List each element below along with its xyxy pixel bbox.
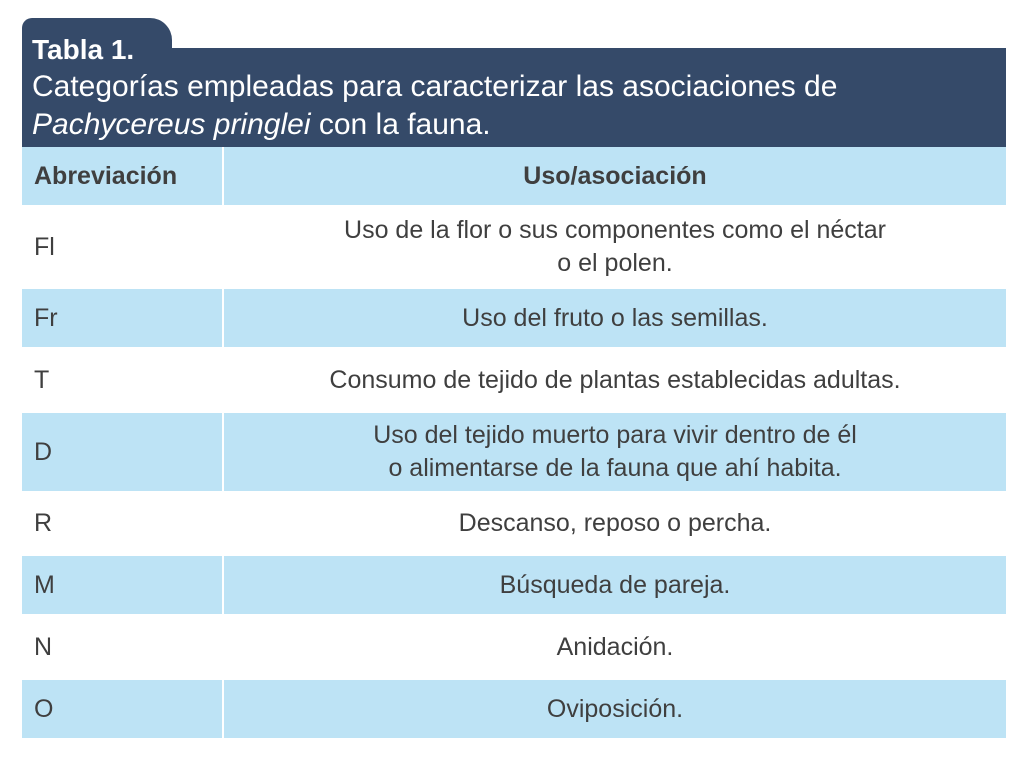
row-abbreviation: D: [22, 413, 224, 491]
header-use: Uso/asociación: [523, 161, 707, 190]
row-use: [224, 556, 1006, 614]
row-abbreviation: O: [22, 680, 224, 738]
row-use: [224, 493, 1006, 554]
table-title-rest: con la fauna.: [310, 108, 491, 141]
row-abbreviation: R: [22, 493, 224, 554]
table-row: [22, 556, 1006, 616]
row-use: [224, 289, 1006, 347]
table-row: [22, 680, 1006, 740]
row-abbreviation: Fl: [22, 207, 224, 287]
data-table: [22, 147, 1006, 740]
header-abbreviation: Abreviación: [22, 147, 224, 205]
row-use-line1: Anidación.: [556, 632, 674, 661]
table-title-line2: [32, 106, 994, 144]
row-use-line1: Oviposición.: [546, 694, 684, 723]
row-use-line1: Uso del fruto o las semillas.: [462, 303, 768, 332]
caption-text: [32, 32, 994, 144]
species-name: Pachycereus pringlei: [32, 108, 311, 141]
row-use-line1: Consumo de tejido de plantas establecidas adultas.: [329, 365, 901, 394]
row-use-line2: o alimentarse de la fauna que ahí habita.: [388, 454, 842, 482]
row-use: [224, 413, 1006, 491]
row-use: [224, 680, 1006, 738]
row-abbreviation: Fr: [22, 289, 224, 347]
row-use-line1: Uso de la flor o sus componentes como el néctar: [344, 216, 886, 244]
row-use: [224, 349, 1006, 411]
row-use-line2: o el polen.: [557, 249, 673, 277]
table-row: [22, 493, 1006, 556]
table-row: [22, 413, 1006, 493]
row-use: [224, 616, 1006, 678]
row-use-line1: Búsqueda de pareja.: [499, 570, 731, 599]
table-caption: [22, 18, 1006, 147]
table-title-line1: Categorías empleadas para caracterizar las asociaciones de: [32, 70, 838, 103]
table-number: Tabla 1.: [32, 34, 135, 65]
table-row: [22, 616, 1006, 680]
table-header-row: [22, 147, 1006, 207]
row-abbreviation: M: [22, 556, 224, 614]
row-use-line1: Uso del tejido muerto para vivir dentro de él: [373, 421, 857, 449]
row-abbreviation: N: [22, 616, 224, 678]
table-row: [22, 349, 1006, 413]
row-use: [224, 207, 1006, 287]
table-row: [22, 289, 1006, 349]
row-abbreviation: T: [22, 349, 224, 411]
row-use-line1: Descanso, reposo o percha.: [458, 509, 772, 537]
table-row: [22, 207, 1006, 289]
